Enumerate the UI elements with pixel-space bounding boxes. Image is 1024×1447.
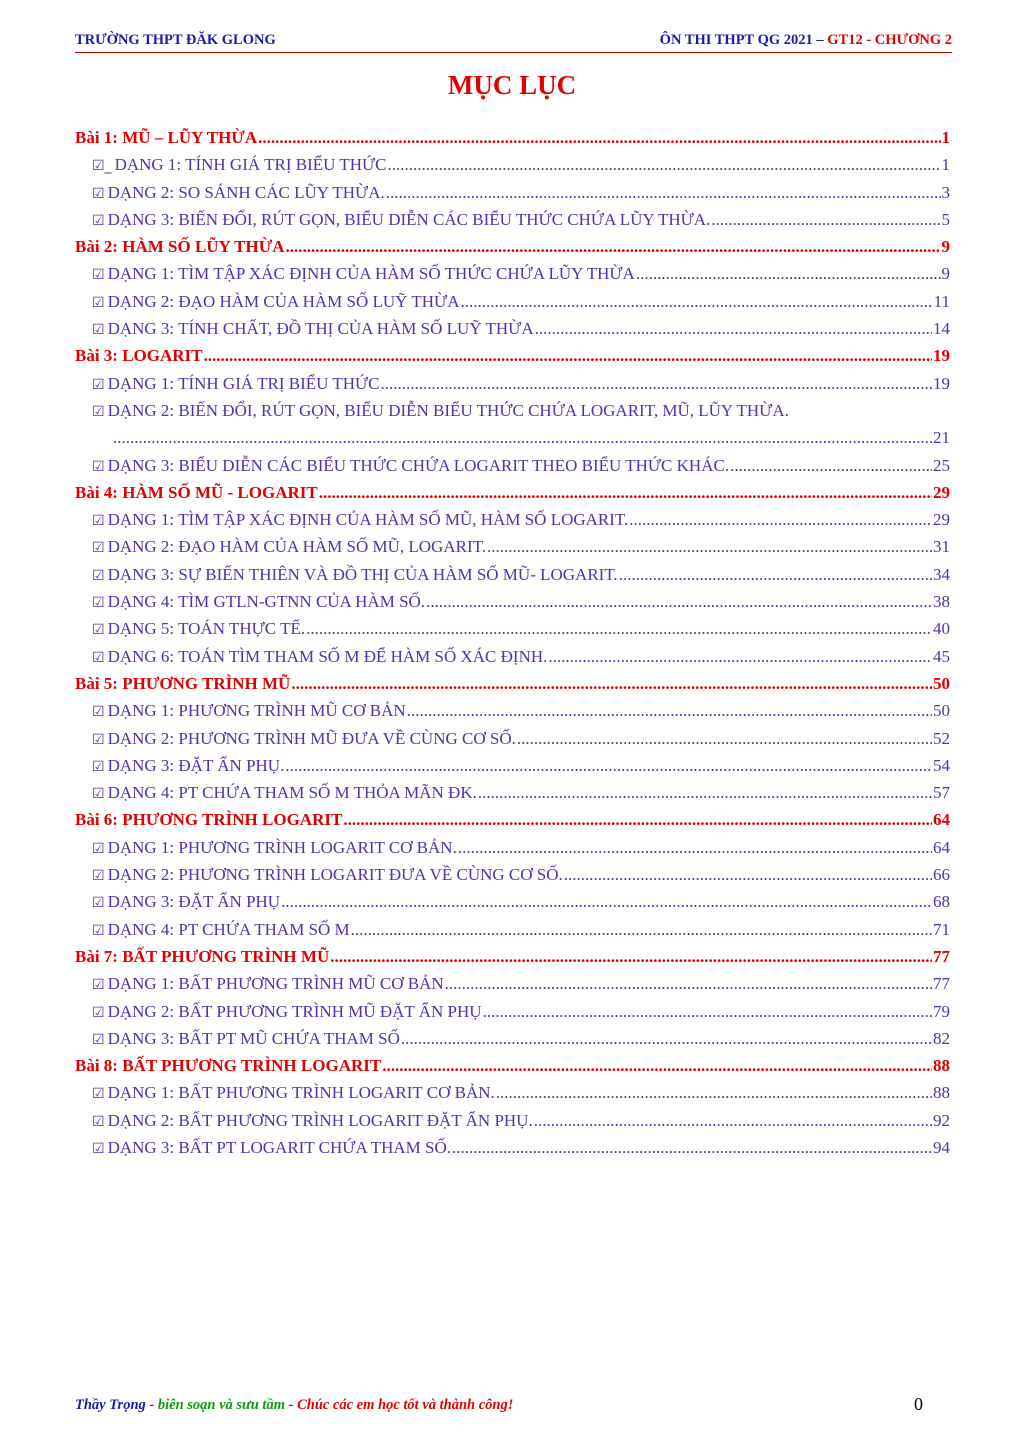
dot-leader <box>534 1107 932 1134</box>
toc-lesson-3[interactable] <box>75 342 950 369</box>
toc-page-number: 5 <box>941 209 950 229</box>
dot-leader <box>306 615 932 642</box>
toc-item-title: DẠNG 3: BIỂU DIỄN CÁC BIỂU THỨC CHỨA LOGARIT THEO BIỂU THỨC KHÁC. <box>107 455 730 475</box>
toc-item-title: DẠNG 1: BẤT PHƯƠNG TRÌNH LOGARIT CƠ BẢN. <box>107 1083 495 1103</box>
checkbox-icon: ☑ <box>92 868 105 885</box>
dot-leader <box>281 888 932 915</box>
checkbox-icon: ☑ <box>92 294 105 311</box>
dot-leader <box>401 1025 932 1052</box>
toc-lesson-title: Bài 6: PHƯƠNG TRÌNH LOGARIT <box>75 810 343 830</box>
toc-item-title: DẠNG 3: BẤT PT MŨ CHỨA THAM SỐ <box>107 1028 400 1048</box>
toc-item-4-6[interactable] <box>75 643 950 670</box>
toc-item-7-3[interactable] <box>75 1025 950 1052</box>
dot-leader <box>478 779 932 806</box>
dot-leader <box>445 970 932 997</box>
checkbox-icon: ☑ <box>92 895 105 912</box>
checkbox-icon: ☑ <box>92 403 105 420</box>
toc-item-title: DẠNG 3: BẤT PT LOGARIT CHỨA THAM SỐ. <box>107 1137 452 1157</box>
toc-page-number: 1 <box>941 128 950 147</box>
checkbox-icon: ☑ <box>92 840 105 857</box>
checkbox-icon: ☑ <box>92 540 105 557</box>
toc-lesson-5[interactable] <box>75 670 950 697</box>
toc-page-number: 14 <box>933 319 950 339</box>
toc-item-4-2[interactable] <box>75 533 950 560</box>
dot-leader <box>458 834 932 861</box>
toc-page-number: 50 <box>933 701 950 721</box>
toc-item-8-1[interactable] <box>75 1079 950 1106</box>
toc-item-title: DẠNG 2: BẤT PHƯƠNG TRÌNH MŨ ĐẶT ẨN PHỤ <box>107 1001 482 1021</box>
checkbox-icon: ☑ <box>92 704 105 721</box>
toc-item-7-1[interactable] <box>75 970 950 997</box>
chapter-label: GT12 - CHƯƠNG 2 <box>827 32 952 48</box>
toc-page-number: 40 <box>933 619 950 639</box>
toc-lesson-title: Bài 3: LOGARIT <box>75 346 203 366</box>
toc-page-number: 82 <box>933 1028 950 1048</box>
page-header <box>75 30 952 53</box>
toc-item-4-4[interactable] <box>75 588 950 615</box>
dot-leader <box>452 1134 932 1161</box>
toc-page-number: 50 <box>933 673 950 693</box>
checkbox-icon: ☑ <box>92 513 105 530</box>
toc-page-number: 31 <box>933 537 950 557</box>
dot-leader <box>319 479 932 506</box>
toc-lesson-title: Bài 4: HÀM SỐ MŨ - LOGARIT <box>75 482 318 502</box>
toc-item-2-2[interactable] <box>75 288 950 315</box>
toc-item-title: DẠNG 6: TOÁN TÌM THAM SỐ M ĐỂ HÀM SỐ XÁC ĐỊNH. <box>107 646 548 666</box>
toc-page-number: 29 <box>933 510 950 530</box>
toc-item-5-4[interactable] <box>75 779 950 806</box>
toc-item-6-4[interactable] <box>75 916 950 943</box>
toc-item-title: DẠNG 1: TÌM TẬP XÁC ĐỊNH CỦA HÀM SỐ MŨ, HÀM SỐ LOGARIT. <box>107 510 629 530</box>
dot-leader <box>343 806 932 833</box>
checkbox-icon: ☑ <box>92 786 105 803</box>
exam-title <box>660 32 952 49</box>
toc-page-number: 45 <box>933 646 950 666</box>
toc-page-number: 38 <box>933 592 950 612</box>
toc-lesson-4[interactable] <box>75 479 950 506</box>
footer-separator: - <box>284 1397 298 1413</box>
toc-lesson-1[interactable] <box>75 124 950 151</box>
toc-item-4-1[interactable] <box>75 506 950 533</box>
toc-item-4-3[interactable] <box>75 561 950 588</box>
toc-lesson-6[interactable] <box>75 806 950 833</box>
dot-leader <box>619 561 932 588</box>
toc-item-5-1[interactable] <box>75 697 950 724</box>
dot-leader <box>113 424 932 451</box>
toc-item-title: DẠNG 3: BIẾN ĐỔI, RÚT GỌN, BIỂU DIỄN CÁC BIỂU THỨC CHỨA LŨY THỪA. <box>107 209 711 229</box>
toc-page-number: 11 <box>933 291 950 311</box>
toc-page-number: 77 <box>933 974 950 994</box>
toc-item-title: DẠNG 5: TOÁN THỰC TẾ. <box>107 619 306 639</box>
toc-item-title: DẠNG 2: PHƯƠNG TRÌNH MŨ ĐƯA VỀ CÙNG CƠ SỐ. <box>107 728 516 748</box>
toc-item-5-2[interactable] <box>75 725 950 752</box>
toc-item-title: DẠNG 1: PHƯƠNG TRÌNH MŨ CƠ BẢN <box>107 701 406 721</box>
toc-item-title: DẠNG 2: BIẾN ĐỔI, RÚT GỌN, BIỂU DIỄN BIỂU THỨC CHỨA LOGARIT, MŨ, LŨY THỪA. <box>107 400 789 420</box>
toc-item-3-3[interactable] <box>75 452 950 479</box>
checkbox-icon: ☑ <box>92 622 105 639</box>
toc-item-title: DẠNG 3: ĐẶT ẨN PHỤ <box>107 892 281 912</box>
toc-page-number: 94 <box>933 1137 950 1157</box>
toc-item-title: DẠNG 3: TÍNH CHẤT, ĐỒ THỊ CỦA HÀM SỐ LUỸ THỪA <box>107 319 534 339</box>
toc-lesson-2[interactable] <box>75 233 950 260</box>
dot-leader <box>285 752 932 779</box>
checkbox-icon: ☑ <box>92 322 105 339</box>
footer-compiled: biên soạn và sưu tầm <box>157 1397 285 1413</box>
toc-lesson-8[interactable] <box>75 1052 950 1079</box>
dot-leader <box>483 998 932 1025</box>
dot-leader <box>204 342 932 369</box>
dot-leader <box>407 697 932 724</box>
checkbox-icon: ☑ <box>92 185 105 202</box>
checkbox-icon: ☑ <box>92 731 105 748</box>
toc-item-4-5[interactable] <box>75 615 950 642</box>
dot-leader <box>258 124 940 151</box>
dot-leader <box>461 288 933 315</box>
footer-author: Thầy Trọng <box>75 1397 146 1413</box>
dot-leader <box>629 506 932 533</box>
dot-leader <box>496 1079 932 1106</box>
toc-item-title: DẠNG 1: BẤT PHƯƠNG TRÌNH MŨ CƠ BẢN <box>107 974 444 994</box>
toc-item-6-1[interactable] <box>75 834 950 861</box>
toc-item-continuation <box>92 424 950 451</box>
page-title: MỤC LỤC <box>447 70 577 100</box>
dot-leader <box>386 179 941 206</box>
table-of-contents <box>75 124 950 1161</box>
checkbox-icon: ☑ <box>92 1004 105 1021</box>
toc-lesson-title: Bài 1: MŨ – LŨY THỪA <box>75 128 258 147</box>
toc-item-7-2[interactable] <box>75 998 950 1025</box>
dot-leader <box>711 206 940 233</box>
toc-page-number: 9 <box>941 264 950 284</box>
toc-item-5-3[interactable] <box>75 752 950 779</box>
toc-page-number: 19 <box>933 373 950 393</box>
toc-page-number: 9 <box>941 237 950 257</box>
toc-item-title: DẠNG 2: ĐẠO HÀM CỦA HÀM SỐ LUỸ THỪA <box>107 291 460 311</box>
toc-item-title: DẠNG 4: TÌM GTLN-GTNN CỦA HÀM SỐ. <box>107 592 426 612</box>
checkbox-icon: ☑_ <box>92 158 112 175</box>
school-name: TRƯỜNG THPT ĐĂK GLONG <box>75 32 276 48</box>
toc-item-8-3[interactable] <box>75 1134 950 1161</box>
toc-item-title: DẠNG 4: PT CHỨA THAM SỐ M THỎA MÃN ĐK. <box>107 783 477 803</box>
toc-page-number: 77 <box>933 946 950 966</box>
checkbox-icon: ☑ <box>92 212 105 229</box>
toc-lesson-7[interactable] <box>75 943 950 970</box>
toc-page-number: 29 <box>933 482 950 502</box>
dot-leader <box>548 643 932 670</box>
dot-leader <box>426 588 932 615</box>
toc-page-number: 54 <box>933 755 950 775</box>
toc-page-number: 57 <box>933 783 950 803</box>
toc-item-2-3[interactable] <box>75 315 950 342</box>
toc-item-title: DẠNG 3: SỰ BIẾN THIÊN VÀ ĐỒ THỊ CỦA HÀM SỐ MŨ- LOGARIT. <box>107 564 618 584</box>
toc-page-number: 25 <box>933 455 950 475</box>
dot-leader <box>286 233 941 260</box>
footer-separator: - <box>145 1397 158 1413</box>
dot-leader <box>381 370 932 397</box>
toc-page-number: 88 <box>933 1083 950 1103</box>
toc-page-number: 19 <box>933 346 950 366</box>
checkbox-icon: ☑ <box>92 649 105 666</box>
checkbox-icon: ☑ <box>92 595 105 612</box>
toc-item-title: DẠNG 2: BẤT PHƯƠNG TRÌNH LOGARIT ĐẶT ẨN PHỤ. <box>107 1110 533 1130</box>
toc-page-number: 88 <box>933 1056 950 1076</box>
toc-page-number: 64 <box>933 810 950 830</box>
toc-page-number: 21 <box>933 428 950 448</box>
toc-lesson-title: Bài 8: BẤT PHƯƠNG TRÌNH LOGARIT <box>75 1056 382 1076</box>
footer-wish: Chúc các em học tốt và thành công! <box>297 1397 514 1413</box>
toc-page-number: 66 <box>933 865 950 885</box>
exam-title-main: ÔN THI THPT QG 2021 – <box>659 32 828 48</box>
checkbox-icon: ☑ <box>92 1086 105 1103</box>
toc-item-title: DẠNG 1: TÌM TẬP XÁC ĐỊNH CỦA HÀM SỐ THỨC CHỨA LŨY THỪA <box>107 264 635 284</box>
checkbox-icon: ☑ <box>92 1113 105 1130</box>
toc-page-number: 34 <box>933 564 950 584</box>
checkbox-icon: ☑ <box>92 1140 105 1157</box>
toc-page-number: 52 <box>933 728 950 748</box>
toc-item-title: DẠNG 1: TÍNH GIÁ TRỊ BIỂU THỨC <box>114 155 387 175</box>
toc-page-number: 79 <box>933 1001 950 1021</box>
checkbox-icon: ☑ <box>92 977 105 994</box>
checkbox-icon: ☑ <box>92 922 105 939</box>
toc-page-number: 68 <box>933 892 950 912</box>
toc-lesson-title: Bài 7: BẤT PHƯƠNG TRÌNH MŨ <box>75 946 330 966</box>
toc-item-title: DẠNG 2: PHƯƠNG TRÌNH LOGARIT ĐƯA VỀ CÙNG CƠ SỐ. <box>107 865 563 885</box>
toc-item-3-2[interactable] <box>75 397 950 452</box>
checkbox-icon: ☑ <box>92 458 105 475</box>
toc-item-1-2[interactable] <box>75 179 950 206</box>
toc-item-2-1[interactable] <box>75 260 950 287</box>
toc-item-1-1[interactable] <box>75 151 950 178</box>
toc-page-number: 3 <box>941 182 950 202</box>
page-footer <box>75 1397 513 1414</box>
toc-item-8-2[interactable] <box>75 1107 950 1134</box>
dot-leader <box>388 151 941 178</box>
toc-page-number: 71 <box>933 919 950 939</box>
dot-leader <box>636 260 941 287</box>
dot-leader <box>382 1052 932 1079</box>
dot-leader <box>517 725 932 752</box>
checkbox-icon: ☑ <box>92 758 105 775</box>
toc-page-number: 92 <box>933 1110 950 1130</box>
toc-item-title: DẠNG 4: PT CHỨA THAM SỐ M <box>107 919 350 939</box>
toc-item-title: DẠNG 3: ĐẶT ẨN PHỤ. <box>107 755 285 775</box>
toc-lesson-title: Bài 2: HÀM SỐ LŨY THỪA <box>75 237 285 257</box>
checkbox-icon: ☑ <box>92 567 105 584</box>
dot-leader <box>291 670 932 697</box>
checkbox-icon: ☑ <box>92 376 105 393</box>
toc-page-number: 1 <box>941 155 950 175</box>
dot-leader <box>351 916 932 943</box>
dot-leader <box>730 452 932 479</box>
toc-item-3-1[interactable] <box>75 370 950 397</box>
page-number: 0 <box>914 1394 923 1414</box>
toc-item-6-3[interactable] <box>75 888 950 915</box>
toc-item-1-3[interactable] <box>75 206 950 233</box>
dot-leader <box>330 943 932 970</box>
dot-leader <box>487 533 932 560</box>
checkbox-icon: ☑ <box>92 1031 105 1048</box>
dot-leader <box>535 315 932 342</box>
toc-item-title: DẠNG 1: TÍNH GIÁ TRỊ BIỂU THỨC <box>107 373 380 393</box>
toc-page-number: 64 <box>933 837 950 857</box>
checkbox-icon: ☑ <box>92 267 105 284</box>
toc-item-title: DẠNG 2: SO SÁNH CÁC LŨY THỪA. <box>107 182 385 202</box>
toc-lesson-title: Bài 5: PHƯƠNG TRÌNH MŨ <box>75 673 291 693</box>
dot-leader <box>564 861 932 888</box>
toc-item-title: DẠNG 1: PHƯƠNG TRÌNH LOGARIT CƠ BẢN. <box>107 837 457 857</box>
toc-item-6-2[interactable] <box>75 861 950 888</box>
toc-item-title: DẠNG 2: ĐẠO HÀM CỦA HÀM SỐ MŨ, LOGARIT. <box>107 537 486 557</box>
